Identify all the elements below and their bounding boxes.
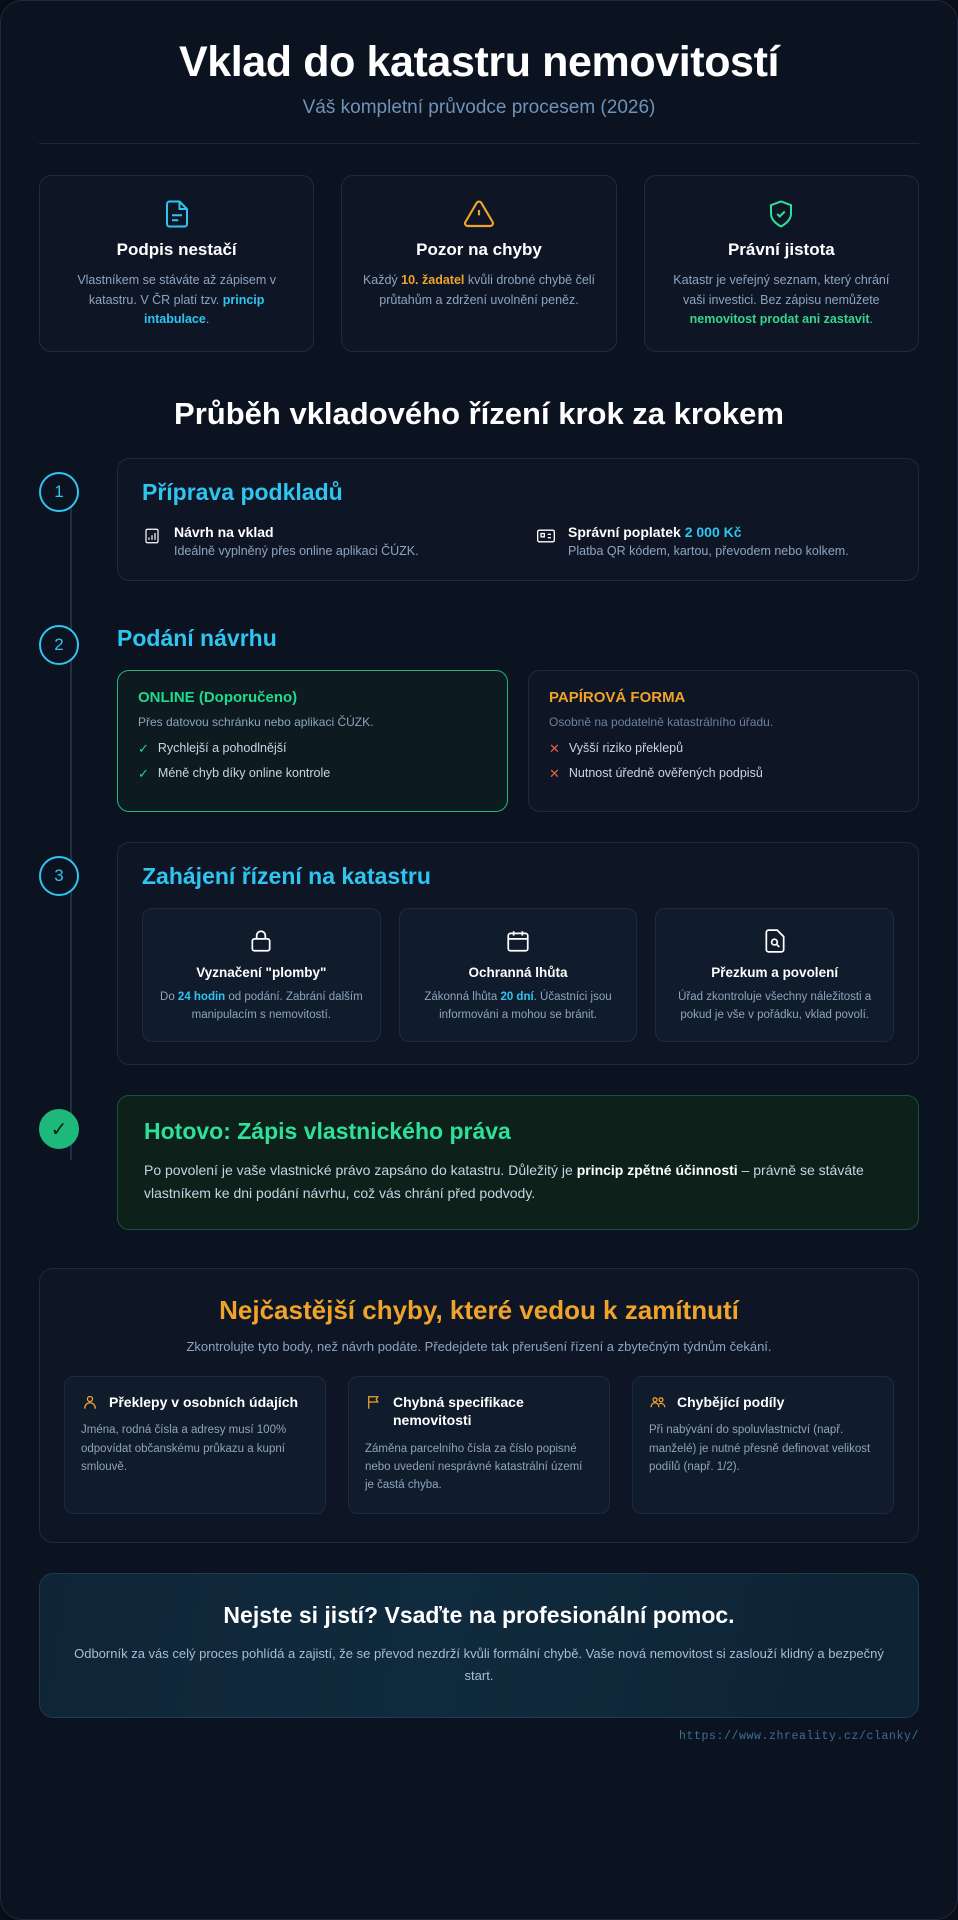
step-heading: Zahájení řízení na katastru [142, 863, 431, 890]
timeline-step-1 [54, 458, 919, 581]
check-icon: ✓ [138, 741, 149, 757]
item-desc: Ideálně vyplněný přes online aplikaci ČÚZK. [174, 544, 419, 559]
header-divider [39, 143, 919, 144]
step-content [117, 611, 919, 812]
card-title: Vyznačení "plomby" [196, 965, 327, 981]
payment-icon [536, 524, 556, 558]
option-lead: Osobně na podatelně katastrálního úřadu. [549, 715, 774, 730]
card-title: Ochranná lhůta [468, 965, 568, 981]
option-title: ONLINE (Doporučeno) [138, 689, 298, 707]
highlight-cards [39, 175, 919, 352]
cross-icon: ✕ [549, 741, 560, 757]
page-title: Vklad do katastru nemovitostí [178, 38, 780, 86]
highlight-card-legal [644, 175, 919, 352]
card-text: Zákonná lhůta 20 dní. Účastníci jsou informováni a mohou se bránit. [424, 991, 612, 1022]
person-icon [81, 1393, 99, 1411]
timeline-step-done [50, 1095, 919, 1230]
magnifier-doc-icon [670, 927, 879, 957]
step-number-badge: 3 [39, 856, 79, 896]
card-title: Podpis nestačí [116, 240, 237, 260]
card-title: Právní jistota [727, 240, 835, 260]
cta-text: Odborník za vás celý proces pohlídá a zajistí, že se převod nezdrží kvůli formální chybě. Vaše nová nemovitost si zaslouží klidný a bezpečný start. [74, 1645, 884, 1683]
card-text: Každý 10. žadatel kvůli drobné chybě čelí průtahům a zdržení uvolnění peněz. [362, 273, 596, 307]
common-mistakes-section [39, 1268, 919, 1543]
process-timeline [39, 458, 919, 1230]
step-number-badge: 2 [39, 625, 79, 665]
card-title: Přezkum a povolení [711, 965, 839, 981]
warning-triangle-icon [360, 198, 597, 232]
item-desc: Platba QR kódem, kartou, převodem nebo kolkem. [568, 544, 849, 559]
cta-title: Nejste si jistí? Vsaďte na profesionální pomoc. [223, 1601, 735, 1628]
step-number-badge: 1 [39, 472, 79, 512]
card-text: Při nabývání do spoluvlastnictví (např. manželé) je nutné přesně definovat velikost podílů (např. 1/2). [649, 1424, 871, 1474]
success-check-icon: ✓ [39, 1109, 79, 1149]
card-title: Překlepy v osobních údajích [109, 1394, 299, 1411]
mistakes-lead: Zkontrolujte tyto body, než návrh podáte. Předejdete tak přerušení řízení a zbytečným týdnům čekání. [186, 1339, 772, 1355]
step1-item-proposal [142, 524, 500, 558]
option-lead: Přes datovou schránku nebo aplikaci ČÚZK. [138, 715, 374, 730]
hero-header [39, 31, 919, 144]
option-paper [528, 670, 919, 812]
page-subtitle: Váš kompletní průvodce procesem (2026) [302, 97, 656, 119]
item-title: Návrh na vklad [174, 524, 274, 541]
done-heading: Hotovo: Zápis vlastnického práva [144, 1118, 511, 1145]
item-title: Správní poplatek 2 000 Kč [568, 524, 742, 541]
document-icon [58, 198, 295, 232]
highlight-card-errors [341, 175, 616, 352]
calendar-icon [414, 927, 623, 957]
cta-banner [39, 1573, 919, 1718]
card-title: Pozor na chyby [416, 240, 542, 260]
step-content [117, 458, 919, 581]
check-icon: ✓ [138, 766, 149, 782]
option-title: PAPÍROVÁ FORMA [549, 689, 686, 707]
list-item: ✕ Nutnost úředně ověřených podpisů [549, 766, 763, 782]
section-title: Průběh vkladového řízení krok za krokem [174, 396, 784, 432]
card-text: Vlastníkem se stáváte až zápisem v katastru. V ČR platí tzv. princip intabulace. [77, 273, 277, 327]
list-item: ✕ Vyšší riziko překlepů [549, 741, 684, 757]
step3-card-review [655, 908, 894, 1042]
timeline-step-3 [54, 842, 919, 1065]
option-online [117, 670, 508, 812]
card-text: Katastr je veřejný seznam, který chrání vaši investici. Bez zápisu nemůžete nemovitost prodat ani zastavit. [673, 273, 890, 327]
lock-icon [157, 927, 366, 957]
list-item: ✓ Méně chyb díky online kontrole [138, 766, 331, 782]
mistake-card-typos [64, 1376, 326, 1514]
card-text: Záměna parcelního čísla za číslo popisné nebo uvedení nesprávné katastrální území je častá chyba. [365, 1442, 583, 1492]
step3-card-period [399, 908, 638, 1042]
highlight-card-signature [39, 175, 314, 352]
step-heading: Příprava podkladů [142, 479, 343, 506]
card-title: Chybná specifikace nemovitosti [393, 1394, 524, 1429]
done-content [117, 1095, 919, 1230]
step-heading: Podání návrhu [117, 625, 277, 652]
card-text: Do 24 hodin od podání. Zabrání dalším manipulacím s nemovitostí. [160, 991, 363, 1022]
step-content [117, 842, 919, 1065]
card-text: Jména, rodná čísla a adresy musí 100% odpovídat občanskému průkazu a kupní smlouvě. [81, 1424, 287, 1474]
card-text: Úřad zkontroluje všechny náležitosti a pokud je vše v pořádku, vklad povolí. [678, 991, 872, 1022]
group-icon [649, 1393, 667, 1411]
step1-item-fee [536, 524, 894, 558]
cross-icon: ✕ [549, 766, 560, 782]
timeline-step-2 [54, 611, 919, 812]
card-title: Chybějící podíly [677, 1394, 785, 1411]
footer-url[interactable]: https://www.zhreality.cz/clanky/ [678, 1729, 919, 1743]
mistakes-title: Nejčastější chyby, které vedou k zamítnutí [219, 1295, 739, 1326]
timeline-line [70, 476, 72, 1160]
flag-icon [365, 1393, 383, 1411]
form-icon [142, 524, 162, 558]
done-text: Po povolení je vaše vlastnické právo zapsáno do katastru. Důležitý je princip zpětné účinnosti – právně se stáváte vlastníkem ke dni podání návrhu, což vás chrání před podvody. [144, 1162, 864, 1202]
mistake-card-specification [348, 1376, 610, 1514]
list-item: ✓ Rychlejší a pohodlnější [138, 741, 287, 757]
mistake-card-shares [632, 1376, 894, 1514]
shield-check-icon [663, 198, 900, 232]
step3-card-seal [142, 908, 381, 1042]
